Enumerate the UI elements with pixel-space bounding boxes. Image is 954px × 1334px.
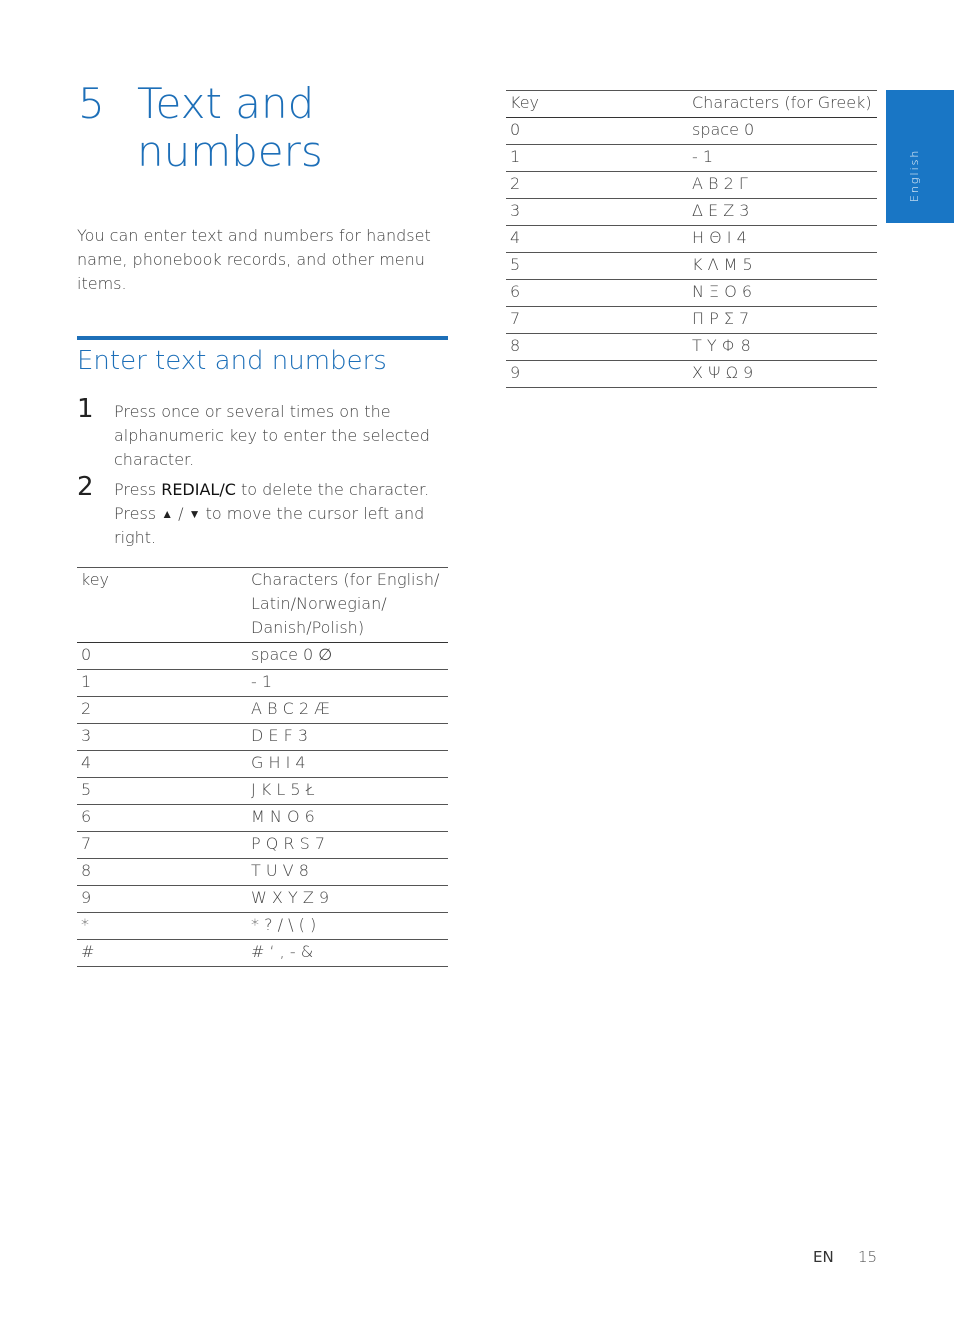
characters-cell: M N O 6: [247, 805, 448, 832]
table-row: [506, 334, 877, 361]
characters-cell: * ? / \ ( ): [247, 913, 448, 940]
key-cell: 9: [506, 361, 688, 388]
key-cell: 0: [506, 118, 688, 145]
language-side-tab: [886, 90, 954, 223]
table-row: [506, 226, 877, 253]
table-row: [506, 280, 877, 307]
table-row: [77, 778, 448, 805]
key-cell: 4: [506, 226, 688, 253]
section-rule: [77, 336, 448, 340]
chapter-number: 5: [78, 79, 105, 128]
intro-paragraph: You can enter text and numbers for handset name, phonebook records, and other menu items.: [77, 226, 431, 293]
characters-cell: T U V 8: [247, 859, 448, 886]
key-cell: 8: [506, 334, 688, 361]
step-text-a: Press: [114, 480, 162, 499]
key-cell: 3: [506, 199, 688, 226]
down-key-icon: ▼: [188, 507, 201, 521]
language-side-tab-label: English: [908, 148, 921, 202]
chapter-title-line1: Text and: [137, 79, 315, 128]
table-row: [506, 118, 877, 145]
characters-cell: G H I 4: [247, 751, 448, 778]
key-cell: 1: [506, 145, 688, 172]
step-number: 2: [77, 472, 94, 502]
key-cell: *: [77, 913, 247, 940]
characters-cell: A B C 2 Æ: [247, 697, 448, 724]
footer-language: EN: [813, 1248, 834, 1266]
characters-cell: J K L 5 Ł: [247, 778, 448, 805]
table-row: [77, 670, 448, 697]
table-header-row: [506, 91, 877, 118]
header-key: Key: [506, 91, 688, 118]
step-text-c: to move the cursor left and right.: [114, 504, 425, 547]
characters-cell: - 1: [247, 670, 448, 697]
table-row: [77, 859, 448, 886]
key-cell: #: [77, 940, 247, 967]
characters-cell: P Q R S 7: [247, 832, 448, 859]
characters-cell: Η Θ Ι 4: [688, 226, 877, 253]
table-row: [77, 886, 448, 913]
characters-cell: - 1: [688, 145, 877, 172]
table-header-row: [77, 568, 448, 643]
key-cell: 7: [77, 832, 247, 859]
table-row: [77, 832, 448, 859]
characters-cell: space 0: [688, 118, 877, 145]
header-key: key: [77, 568, 247, 643]
key-cell: 4: [77, 751, 247, 778]
step-text: [114, 478, 448, 550]
table-row: [506, 172, 877, 199]
step-number: 1: [77, 394, 94, 424]
page-number: 15: [858, 1248, 878, 1266]
characters-cell: Α Β 2 Γ: [688, 172, 877, 199]
key-cell: 1: [77, 670, 247, 697]
characters-cell: Τ Υ Φ 8: [688, 334, 877, 361]
key-cell: 3: [77, 724, 247, 751]
table-row: [506, 361, 877, 388]
table-row: [506, 145, 877, 172]
key-cell: 5: [77, 778, 247, 805]
key-cell: 6: [77, 805, 247, 832]
characters-cell: Π Ρ Σ 7: [688, 307, 877, 334]
characters-cell: Κ Λ Μ 5: [688, 253, 877, 280]
characters-cell: # ‘ , - &: [247, 940, 448, 967]
up-key-icon: ▲: [161, 507, 174, 521]
table-row: [77, 724, 448, 751]
key-cell: 0: [77, 643, 247, 670]
table-row: [77, 697, 448, 724]
table-row: [506, 253, 877, 280]
step-text: Press once or several times on the alphanumeric key to enter the selected character.: [114, 402, 430, 469]
characters-cell: Ν Ξ Ο 6: [688, 280, 877, 307]
redial-c-key: REDIAL/C: [161, 480, 236, 499]
chapter-title-line2: numbers: [137, 127, 323, 176]
characters-cell: Χ Ψ Ω 9: [688, 361, 877, 388]
header-characters: Characters (for English/ Latin/Norwegian/ Danish/Polish): [247, 568, 448, 643]
key-cell: 2: [506, 172, 688, 199]
table-row: [506, 307, 877, 334]
key-cell: 9: [77, 886, 247, 913]
key-cell: 8: [77, 859, 247, 886]
key-cell: 7: [506, 307, 688, 334]
characters-cell: D E F 3: [247, 724, 448, 751]
greek-characters-table: [506, 90, 877, 388]
table-row: [77, 643, 448, 670]
icon-separator: /: [173, 504, 189, 523]
chapter-title: [137, 80, 323, 176]
section-title: Enter text and numbers: [77, 346, 387, 376]
table-row: [77, 751, 448, 778]
characters-cell: W X Y Z 9: [247, 886, 448, 913]
table-row: [77, 940, 448, 967]
key-cell: 6: [506, 280, 688, 307]
characters-cell: space 0 ∅: [247, 643, 448, 670]
characters-cell: Δ Ε Ζ 3: [688, 199, 877, 226]
table-row: [77, 805, 448, 832]
table-row: [506, 199, 877, 226]
key-cell: 2: [77, 697, 247, 724]
header-characters: Characters (for Greek): [688, 91, 877, 118]
step-text-b: to delete the character. Press: [114, 480, 430, 523]
table-row: [77, 913, 448, 940]
english-characters-table: [77, 567, 448, 967]
key-cell: 5: [506, 253, 688, 280]
